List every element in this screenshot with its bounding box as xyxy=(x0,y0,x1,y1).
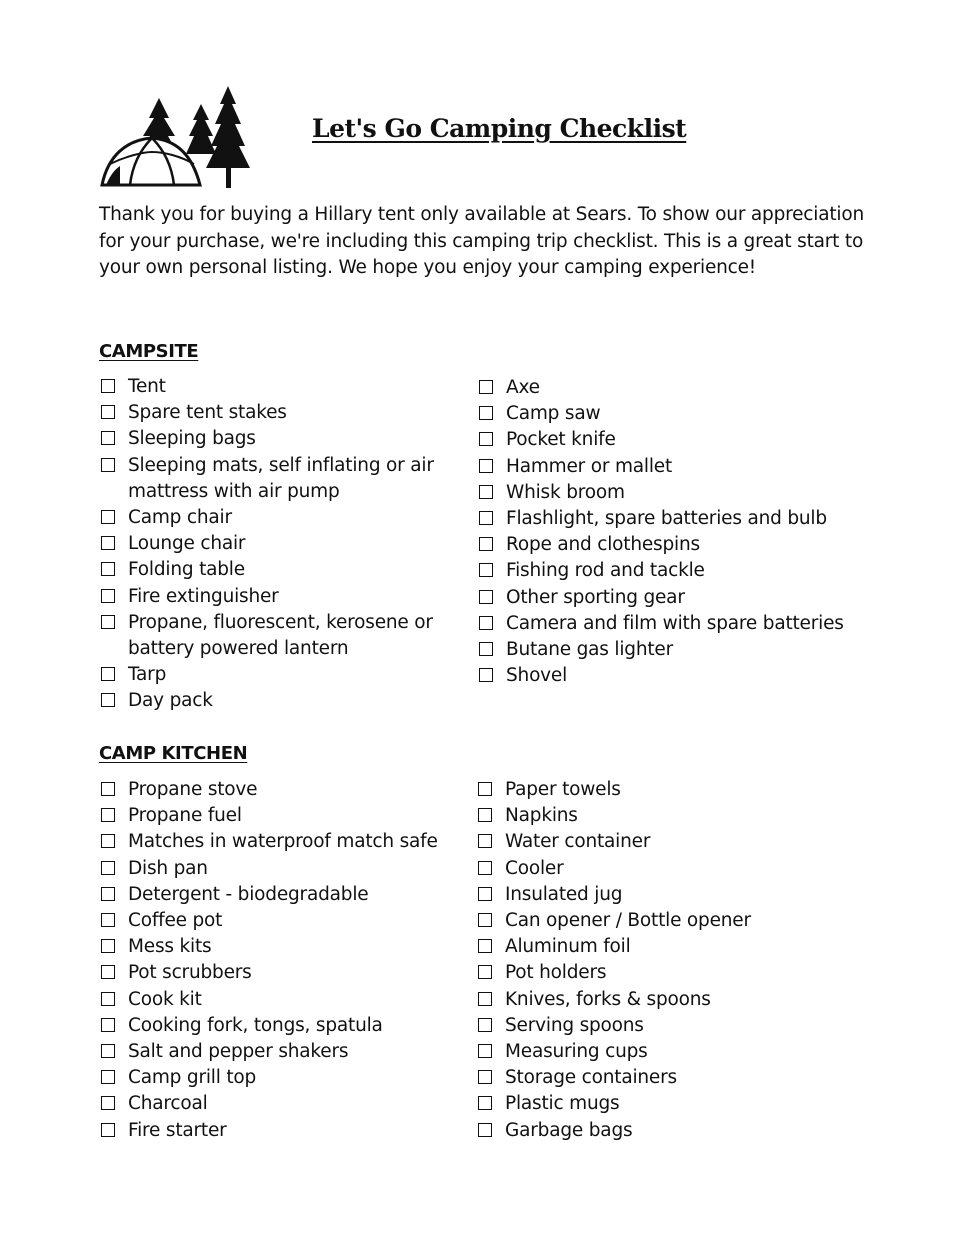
camp-kitchen-left-list xyxy=(100,777,460,1144)
checklist-item xyxy=(100,856,460,882)
checklist-item-label: Folding table xyxy=(128,559,245,581)
checkbox[interactable] xyxy=(101,965,115,979)
checklist-item-label: Pocket knife xyxy=(506,429,616,451)
checklist-item-label: Camp grill top xyxy=(128,1067,257,1089)
checkbox[interactable] xyxy=(101,589,115,603)
checkbox[interactable] xyxy=(101,562,115,576)
checklist-item-label: Napkins xyxy=(505,805,578,827)
checkbox[interactable] xyxy=(479,485,493,499)
checkbox[interactable] xyxy=(101,1123,115,1137)
checkbox[interactable] xyxy=(101,536,115,550)
checklist-item-label: Flashlight, spare batteries and bulb xyxy=(506,508,827,530)
checklist-item-label: Measuring cups xyxy=(505,1041,648,1063)
checkbox[interactable] xyxy=(101,667,115,681)
checkbox[interactable] xyxy=(479,563,493,577)
checklist-item xyxy=(478,375,878,401)
checklist-item xyxy=(100,1013,460,1039)
checkbox[interactable] xyxy=(479,511,493,525)
checklist-item xyxy=(100,1065,460,1091)
checkbox[interactable] xyxy=(479,616,493,630)
checkbox[interactable] xyxy=(101,861,115,875)
checkbox[interactable] xyxy=(101,458,115,472)
checkbox[interactable] xyxy=(101,379,115,393)
checkbox[interactable] xyxy=(101,834,115,848)
checkbox[interactable] xyxy=(101,1096,115,1110)
checklist-item-label: Rope and clothespins xyxy=(506,534,700,556)
checklist-item-label: Fire starter xyxy=(128,1119,227,1141)
checklist-item xyxy=(100,400,450,426)
checklist-item xyxy=(477,882,877,908)
checklist-item xyxy=(478,611,878,637)
checklist-item xyxy=(100,688,450,714)
checklist-item-label: Sleeping bags xyxy=(128,428,256,450)
checkbox[interactable] xyxy=(479,642,493,656)
checklist-item xyxy=(478,532,878,558)
checklist-item-label: Day pack xyxy=(128,690,213,712)
checklist-item-label: Shovel xyxy=(506,665,568,687)
checklist-item xyxy=(477,777,877,803)
checkbox[interactable] xyxy=(479,590,493,604)
checkbox[interactable] xyxy=(479,537,493,551)
checklist-item xyxy=(477,803,877,829)
checkbox[interactable] xyxy=(101,693,115,707)
checkbox[interactable] xyxy=(479,459,493,473)
checklist-item xyxy=(100,908,460,934)
checklist-item-label: Camp saw xyxy=(506,403,601,425)
checklist-item-label: Paper towels xyxy=(505,779,621,800)
checklist-item-label: Butane gas lighter xyxy=(506,639,673,661)
checkbox[interactable] xyxy=(478,1018,492,1032)
checkbox[interactable] xyxy=(478,808,492,822)
checklist-item xyxy=(478,480,878,506)
checkbox[interactable] xyxy=(101,1044,115,1058)
camp-kitchen-heading: CAMP KITCHEN xyxy=(99,743,248,764)
checkbox[interactable] xyxy=(101,405,115,419)
checklist-item xyxy=(100,1091,460,1117)
checkbox[interactable] xyxy=(478,782,492,796)
checklist-item-label: Whisk broom xyxy=(506,481,625,503)
checklist-item-label: Matches in waterproof match safe xyxy=(128,831,438,853)
checklist-item xyxy=(100,987,460,1013)
checkbox[interactable] xyxy=(101,992,115,1006)
checklist-item xyxy=(477,960,877,986)
checklist-item xyxy=(100,882,460,908)
checklist-item xyxy=(100,557,450,583)
checklist-item-label: Spare tent stakes xyxy=(128,402,287,424)
checklist-item xyxy=(477,908,877,934)
checklist-item xyxy=(477,934,877,960)
checklist-item xyxy=(478,401,878,427)
checklist-item-label: Garbage bags xyxy=(505,1119,633,1141)
checklist-item xyxy=(478,427,878,453)
checklist-item xyxy=(477,1013,877,1039)
checklist-item xyxy=(100,505,450,531)
checklist-item-label: Other sporting gear xyxy=(506,586,685,608)
checkbox[interactable] xyxy=(101,782,115,796)
checklist-item-label: Propane, fluorescent, kerosene or battery powered lantern xyxy=(128,611,433,660)
checkbox[interactable] xyxy=(101,887,115,901)
checklist-item-label: Mess kits xyxy=(128,936,212,958)
checklist-item-label: Propane fuel xyxy=(128,805,242,827)
checkbox[interactable] xyxy=(101,913,115,927)
campsite-right-list xyxy=(478,375,878,689)
checklist-item xyxy=(100,960,460,986)
checkbox[interactable] xyxy=(478,1070,492,1084)
checkbox[interactable] xyxy=(479,432,493,446)
checklist-item xyxy=(100,374,450,400)
checklist-item-label: Storage containers xyxy=(505,1067,677,1089)
checklist-item-label: Pot scrubbers xyxy=(128,962,252,984)
checklist-item xyxy=(100,1118,460,1144)
checklist-item-label: Salt and pepper shakers xyxy=(128,1041,349,1063)
checklist-item-label: Knives, forks & spoons xyxy=(505,988,711,1010)
checklist-item xyxy=(478,663,878,689)
checklist-item xyxy=(477,1091,877,1117)
checklist-item xyxy=(477,1065,877,1091)
checklist-item-label: Cooler xyxy=(505,857,564,879)
checklist-item-label: Dish pan xyxy=(128,857,208,879)
checkbox[interactable] xyxy=(101,808,115,822)
tent-and-pine-trees-icon xyxy=(100,84,252,190)
checkbox[interactable] xyxy=(479,668,493,682)
checklist-item-label: Camera and film with spare batteries xyxy=(506,612,844,634)
checklist-item-label: Lounge chair xyxy=(128,533,246,555)
checkbox[interactable] xyxy=(478,913,492,927)
checkbox[interactable] xyxy=(101,431,115,445)
checkbox[interactable] xyxy=(478,1096,492,1110)
checklist-item-label: Charcoal xyxy=(128,1093,208,1115)
checklist-item xyxy=(478,558,878,584)
checklist-item-label: Pot holders xyxy=(505,962,607,984)
checklist-item-label: Serving spoons xyxy=(505,1014,644,1036)
checklist-item-label: Fire extinguisher xyxy=(128,585,279,607)
checkbox[interactable] xyxy=(101,510,115,524)
checkbox[interactable] xyxy=(478,1123,492,1137)
checklist-item xyxy=(100,426,450,452)
checklist-item xyxy=(477,987,877,1013)
checklist-item-label: Water container xyxy=(505,831,651,853)
checkbox[interactable] xyxy=(478,834,492,848)
checklist-item xyxy=(100,777,460,803)
checklist-item-label: Insulated jug xyxy=(505,883,623,905)
checkbox[interactable] xyxy=(479,380,493,394)
checklist-item xyxy=(100,662,450,688)
checklist-item xyxy=(477,856,877,882)
intro-paragraph: Thank you for buying a Hillary tent only available at Sears. To show our appreciation for your purchase, we're including this camping trip checklist. This is a great start to your own personal listing. We hope you enjoy your camping experience! xyxy=(99,204,864,278)
camp-kitchen-right-list xyxy=(477,777,877,1144)
checklist-item xyxy=(478,585,878,611)
checklist-item-label: Sleeping mats, self inflating or air mattress with air pump xyxy=(128,454,434,502)
checkbox[interactable] xyxy=(101,1018,115,1032)
checkbox[interactable] xyxy=(478,939,492,953)
checklist-item-label: Tent xyxy=(128,376,166,397)
checklist-item-label: Coffee pot xyxy=(128,910,223,932)
checklist-item xyxy=(100,803,460,829)
campsite-heading: CAMPSITE xyxy=(99,341,199,362)
checklist-item xyxy=(100,1039,460,1065)
checklist-item-label: Fishing rod and tackle xyxy=(506,560,705,582)
checklist-item xyxy=(100,610,450,662)
checklist-item xyxy=(478,637,878,663)
checklist-item-label: Cooking fork, tongs, spatula xyxy=(128,1014,383,1036)
checklist-item-label: Axe xyxy=(506,377,540,398)
checklist-item xyxy=(477,829,877,855)
checklist-item xyxy=(100,531,450,557)
checkbox[interactable] xyxy=(478,887,492,901)
page-title: Let's Go Camping Checklist xyxy=(312,114,687,143)
checkbox[interactable] xyxy=(479,406,493,420)
checklist-item-label: Tarp xyxy=(128,664,167,686)
checklist-item xyxy=(100,934,460,960)
checklist-item-label: Propane stove xyxy=(128,779,258,800)
checklist-item xyxy=(478,506,878,532)
campsite-left-list xyxy=(100,374,450,715)
checklist-item xyxy=(100,453,450,505)
checklist-item-label: Hammer or mallet xyxy=(506,455,673,477)
checklist-item-label: Detergent - biodegradable xyxy=(128,883,369,905)
checkbox[interactable] xyxy=(101,939,115,953)
checklist-item-label: Aluminum foil xyxy=(505,936,631,958)
checklist-item-label: Camp chair xyxy=(128,507,232,529)
checkbox[interactable] xyxy=(478,861,492,875)
checklist-item-label: Can opener / Bottle opener xyxy=(505,910,751,932)
checkbox[interactable] xyxy=(101,615,115,629)
checklist-item xyxy=(478,454,878,480)
checklist-item xyxy=(100,584,450,610)
checklist-item-label: Plastic mugs xyxy=(505,1093,620,1115)
checkbox[interactable] xyxy=(478,965,492,979)
checklist-item xyxy=(477,1039,877,1065)
checkbox[interactable] xyxy=(478,1044,492,1058)
checklist-item-label: Cook kit xyxy=(128,988,202,1010)
checkbox[interactable] xyxy=(101,1070,115,1084)
checklist-item xyxy=(477,1118,877,1144)
checkbox[interactable] xyxy=(478,992,492,1006)
checklist-item xyxy=(100,829,460,855)
